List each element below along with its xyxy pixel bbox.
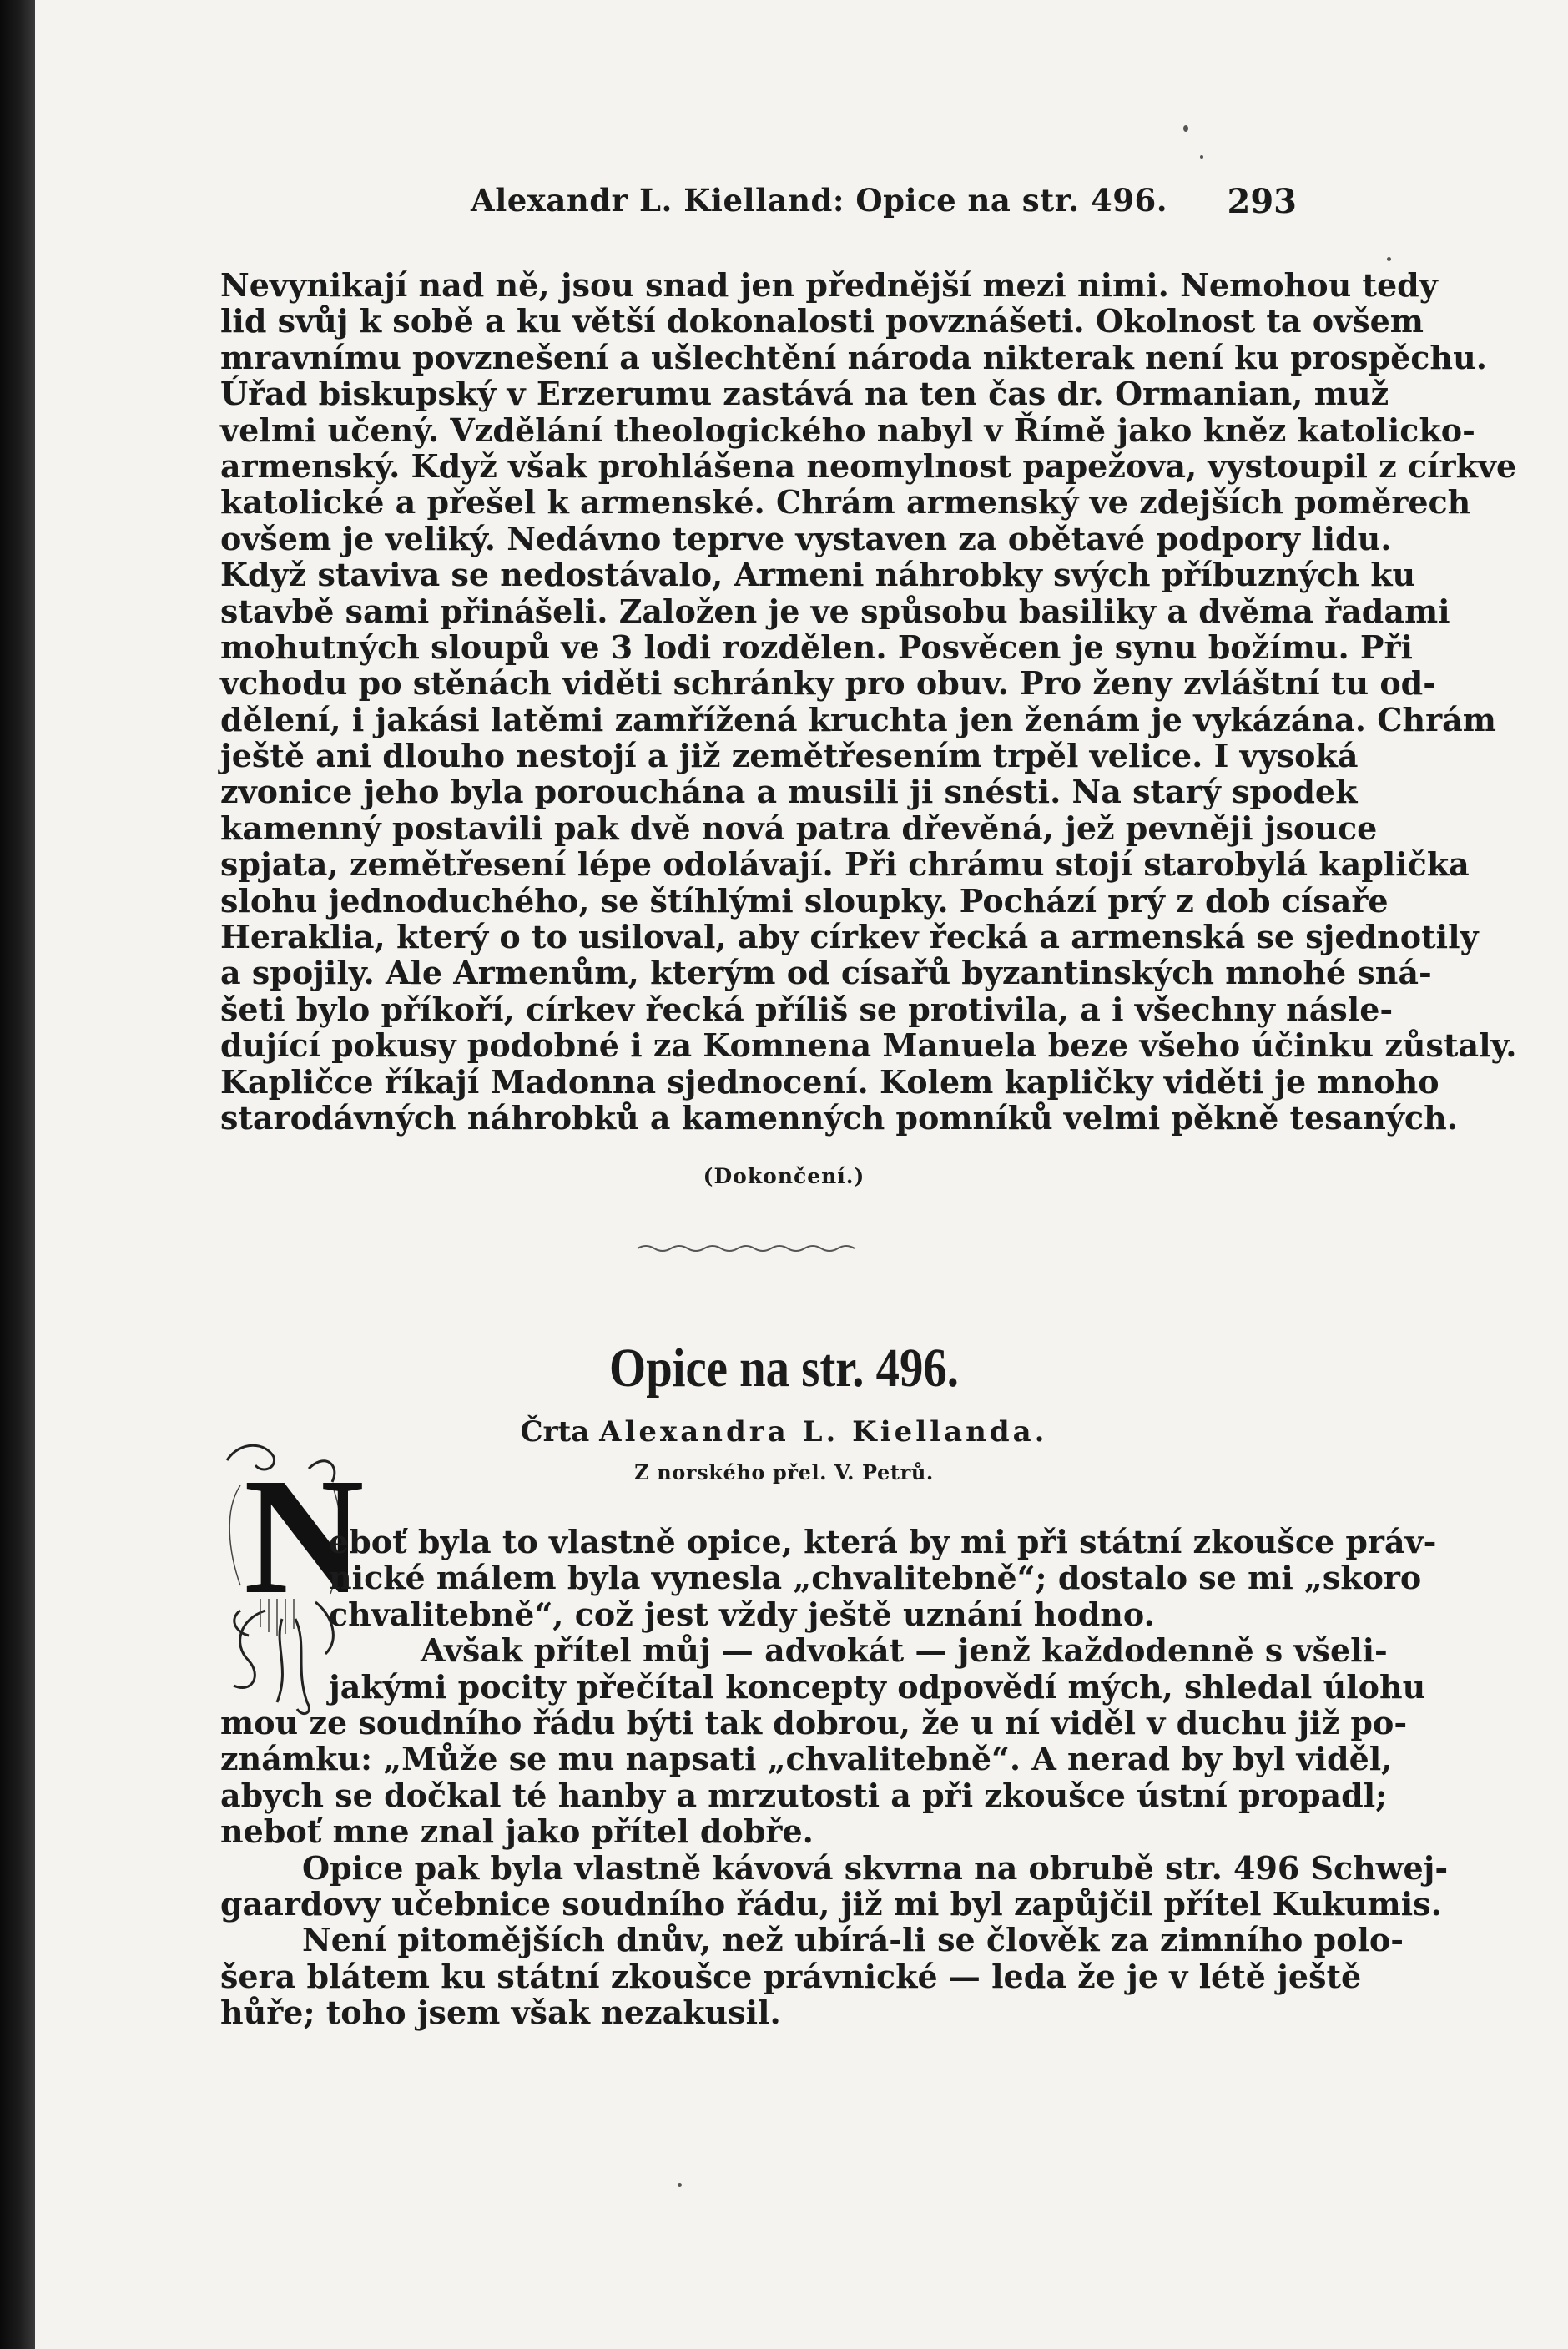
drop-cap-letter: N [244,1444,365,1629]
subtitle-author: Alexandra L. Kiellanda. [599,1415,1048,1449]
text-line: stavbě sami přinášeli. Založen je ve spůsobu basiliky a dvěma řadami [220,592,1450,630]
text-line: vchodu po stěnách viděti schránky pro obuv. Pro ženy zvláštní tu od- [220,664,1437,703]
text-line: mou ze soudního řádu býti tak dobrou, že u ní viděl v duchu již po- [220,1703,1408,1742]
text-line: nické málem byla vynesla „chvalitebně“; dostalo se mi „skoro [329,1559,1422,1597]
text-line: mohutných sloupů ve 3 lodi rozdělen. Posvěcen je synu božímu. Při [220,628,1413,666]
speck [678,2183,682,2187]
text-line: Úřad biskupský v Erzerumu zastává na ten čas dr. Ormanian, muž [220,375,1389,413]
text-line: neboť mne znal jako přítel dobře. [220,1812,814,1851]
subtitle-prefix: Črta [520,1415,590,1449]
text-line: známku: „Může se mu napsati „chvalitebně“. A nerad by byl viděl, [220,1740,1393,1778]
continuation-note: (Dokončení.) [703,1164,865,1188]
section-divider-ornament [636,1240,861,1257]
text-line: hůře; toho jsem však nezakusil. [220,1994,781,2032]
text-line: mravnímu povznešení a ušlechtění národa nikterak není ku prospěchu. [220,338,1487,376]
text-line: Když staviva se nedostávalo, Armeni náhrobky svých příbuzných ku [220,556,1416,594]
text-line: abych se dočkal té hanby a mrzutosti a při zkoušce ústní propadl; [220,1776,1388,1814]
speck [1200,155,1203,159]
text-line: šeti bylo příkoří, církev řecká příliš se protivila, a i všechny násle- [220,990,1394,1028]
text-line: jakými pocity přečítal koncepty odpovědí mých, shledal úlohu [329,1667,1426,1706]
translator-credit: Z norského přel. V. Petrů. [634,1460,934,1485]
text-line: a spojily. Ale Armenům, kterým od císařů byzantinských mnohé sná- [220,954,1432,992]
text-line: ovšem je veliký. Nedávno teprve vystaven za obětavé podpory lidu. [220,519,1392,557]
text-line: zvonice jeho byla porouchána a musili ji snésti. Na starý spodek [220,773,1358,811]
continuation-text [220,266,1517,1137]
text-line: chvalitebně“, což jest vždy ještě uznání hodno. [329,1595,1155,1633]
running-head [220,182,1297,232]
text-line: kamenný postavili pak dvě nová patra dřevěná, jež pevněji jsouce [220,809,1378,847]
text-line: slohu jednoduchého, se štíhlými sloupky. Pochází prý z dob císaře [220,881,1389,920]
text-line: Není pitomějších dnův, než ubírá-li se člověk za zimního polo- [302,1921,1404,1959]
text-line: Heraklia, který o to usiloval, aby církev řecká a armenská se sjednotily [220,918,1479,956]
text-line: Kapličce říkají Madonna sjednocení. Kolem kapličky viděti je mnoho [220,1062,1439,1101]
text-line: eboť byla to vlastně opice, která by mi při státní zkoušce práv- [329,1523,1437,1560]
running-head-title: Alexandr L. Kielland: Opice na str. 496. [471,182,1168,219]
text-line: Opice pak byla vlastně kávová skvrna na obrubě str. 496 Schwej- [302,1848,1449,1887]
text-line: starodávných náhrobků a kamenných pomníků velmi pěkně tesaných. [220,1098,1458,1137]
article-title: Opice na str. 496. [609,1338,959,1399]
text-line: gaardovy učebnice soudního řádu, již mi byl zapůjčil přítel Kukumis. [220,1884,1442,1923]
page-number: 293 [1227,182,1297,221]
text-line: lid svůj k sobě a ku větší dokonalosti povznášeti. Okolnost ta ovšem [220,302,1424,340]
text-line: armenský. Když však prohlášena neomylnost papežova, vystoupil z církve [220,446,1517,485]
text-line: katolické a přešel k armenské. Chrám armenský ve zdejších poměrech [220,483,1471,522]
text-line: dující pokusy podobné i za Komnena Manuela beze všeho účinku zůstaly. [220,1026,1517,1065]
article-body [220,1523,1449,2032]
text-line: šera blátem ku státní zkoušce právnické — leda že je v létě ještě [220,1957,1362,1995]
speck [1387,257,1391,261]
text-line: ještě ani dlouho nestojí a již zemětřesením trpěl velice. I vysoká [220,737,1359,775]
text-line: Avšak přítel můj — advokát — jenž každodenně s všeli- [421,1631,1388,1670]
speck [1183,125,1188,132]
text-line: spjata, zemětřesení lépe odolávají. Při chrámu stojí starobylá kaplička [220,845,1470,884]
text-line: dělení, i jakási latěmi zamřížená kruchta jen ženám je vykázána. Chrám [220,700,1496,738]
text-line: velmi učený. Vzdělání theologického nabyl v Římě jako kněz katolicko- [220,411,1475,449]
text-line: Nevynikají nad ně, jsou snad jen přednější mezi nimi. Nemohou tedy [220,266,1438,304]
